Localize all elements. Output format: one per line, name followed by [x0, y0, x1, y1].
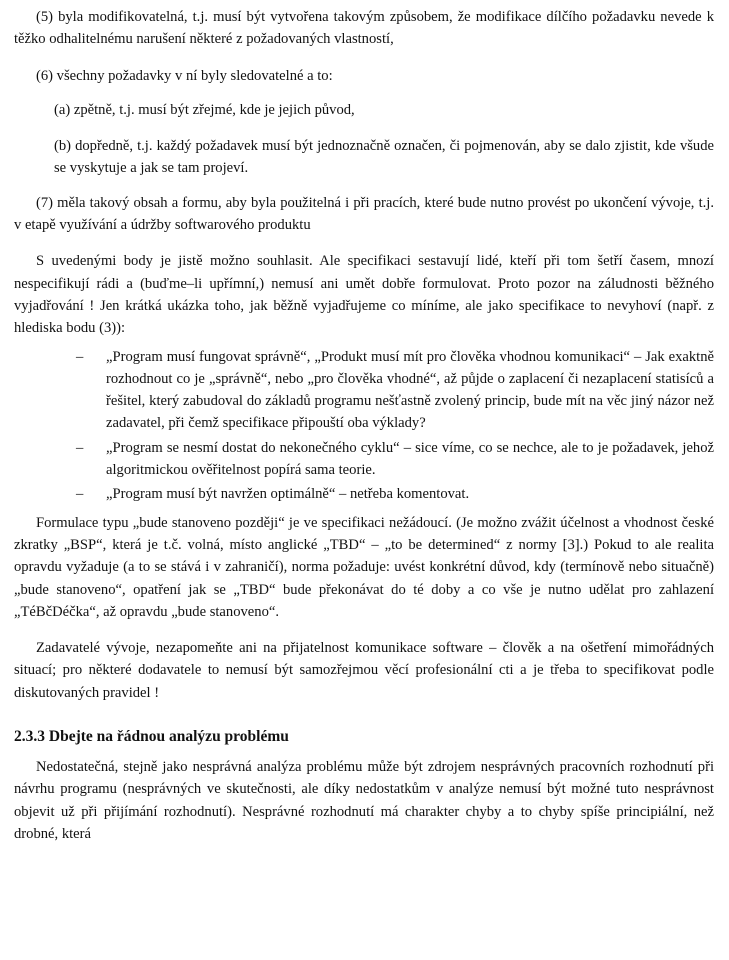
section-heading: 2.3.3 Dbejte na řádnou analýzu problému: [14, 728, 289, 746]
dash-bullet: –: [76, 439, 84, 456]
requirement-item-7: (7) měla takový obsah a formu, aby byla použitelná i při pracích, které bude nutno provést po ukončení vývoje, t.j. v etapě využívání a údržby softwarového produktu: [14, 194, 714, 234]
requirement-item-5: (5) byla modifikovatelná, t.j. musí být vytvořena takovým způsobem, že modifikace dílčího požadavku nevede k těžko odhalitelnému narušení některé z požadovaných vlastností,: [14, 9, 714, 48]
example-item: [14, 346, 714, 435]
example-text: „Program se nesmí dostat do nekonečného cyklu“ – sice víme, co se nechce, ale to je požadavek, jehož algoritmickou ověřitelnost popírá sama teorie.: [106, 439, 714, 479]
requirement-item-6: (6) všechny požadavky v ní byly sledovatelné a to:: [36, 67, 333, 84]
example-text: „Program musí být navržen optimálně“ – netřeba komentovat.: [106, 486, 470, 503]
clients-paragraph: Zadavatelé vývoje, nezapomeňte ani na přijatelnost komunikace software – člověk a na ošetření mimořádných situací; pro některé dodavatele to nemusí být samozřejmou věcí profesionální cti a je třeba to specifikovat podle diskutovaných pravidel !: [14, 640, 714, 701]
example-item: [14, 483, 714, 505]
example-text: „Program musí fungovat správně“, „Produkt musí mít pro člověka vhodnou komunikaci“ – Jak exaktně rozhodnout co je „správně“, nebo „pro člověka vhodné“, až půjde o zaplacení či nezaplacení statisíců a řešitel, který zabudoval do základů programu nešťastně zvolený princip, bude mít na věc jiný názor než zadavatel, při čemž specifikace připouští oba výklady?: [106, 348, 714, 432]
dash-bullet: –: [76, 348, 84, 365]
requirement-item-6b: (b) dopředně, t.j. každý požadavek musí být jednoznačně označen, či pojmenován, aby se dalo zjistit, kde všude se vyskytuje a jak se tam projeví.: [54, 138, 714, 177]
formulation-paragraph: Formulace typu „bude stanoveno později“ je ve specifikaci nežádoucí. (Je možno zvážit účelnost a vhodnost české zkratky „BSP“, která je t.č. volná, místo anglické „TBD“ – „to be determined“ z normy [3].) Pokud to ale realita opravdu vyžaduje (a to se stává i v zahraničí), norma požaduje: uvést konkrétní důvod, kdy (termínově nebo situačně) „bude stanoveno“, opatření jak se „TBD“ bude překonávat do té doby a co vše je nutno udělat pro zahlazení „TéBčDéčka“, až opravdu „bude stanoveno“.: [14, 514, 714, 620]
document-page: [14, 6, 714, 845]
section-body: Nedostatečná, stejně jako nesprávná analýza problému může být zdrojem nesprávných pracovních rozhodnutí při návrhu programu (nesprávných ve skutečnosti, ale díky nedostatkům v analýze nemusí být možné tuto nesprávnost objevit už při přijímání rozhodnutí). Nesprávné rozhodnutí má charakter chyby a to chyby spíše principiální, než drobné, která: [14, 759, 714, 842]
example-item: [14, 437, 714, 482]
dash-bullet: –: [76, 486, 84, 503]
requirement-item-6a: (a) zpětně, t.j. musí být zřejmé, kde je jejich původ,: [54, 101, 355, 118]
intro-paragraph: S uvedenými body je jistě možno souhlasit. Ale specifikaci sestavují lidé, kteří při tom šetří časem, mnozí nespecifikují rádi a (buďme–li upřímní,) nemusí ani umět dobře formulovat. Proto pozor na záludnosti běžného vyjadřování ! Jen krátká ukázka toho, jak běžně vyjadřujeme co míníme, ale jako specifikace to nevyhoví (např. z hlediska bodu (3)):: [14, 253, 714, 337]
example-list: [14, 346, 714, 506]
